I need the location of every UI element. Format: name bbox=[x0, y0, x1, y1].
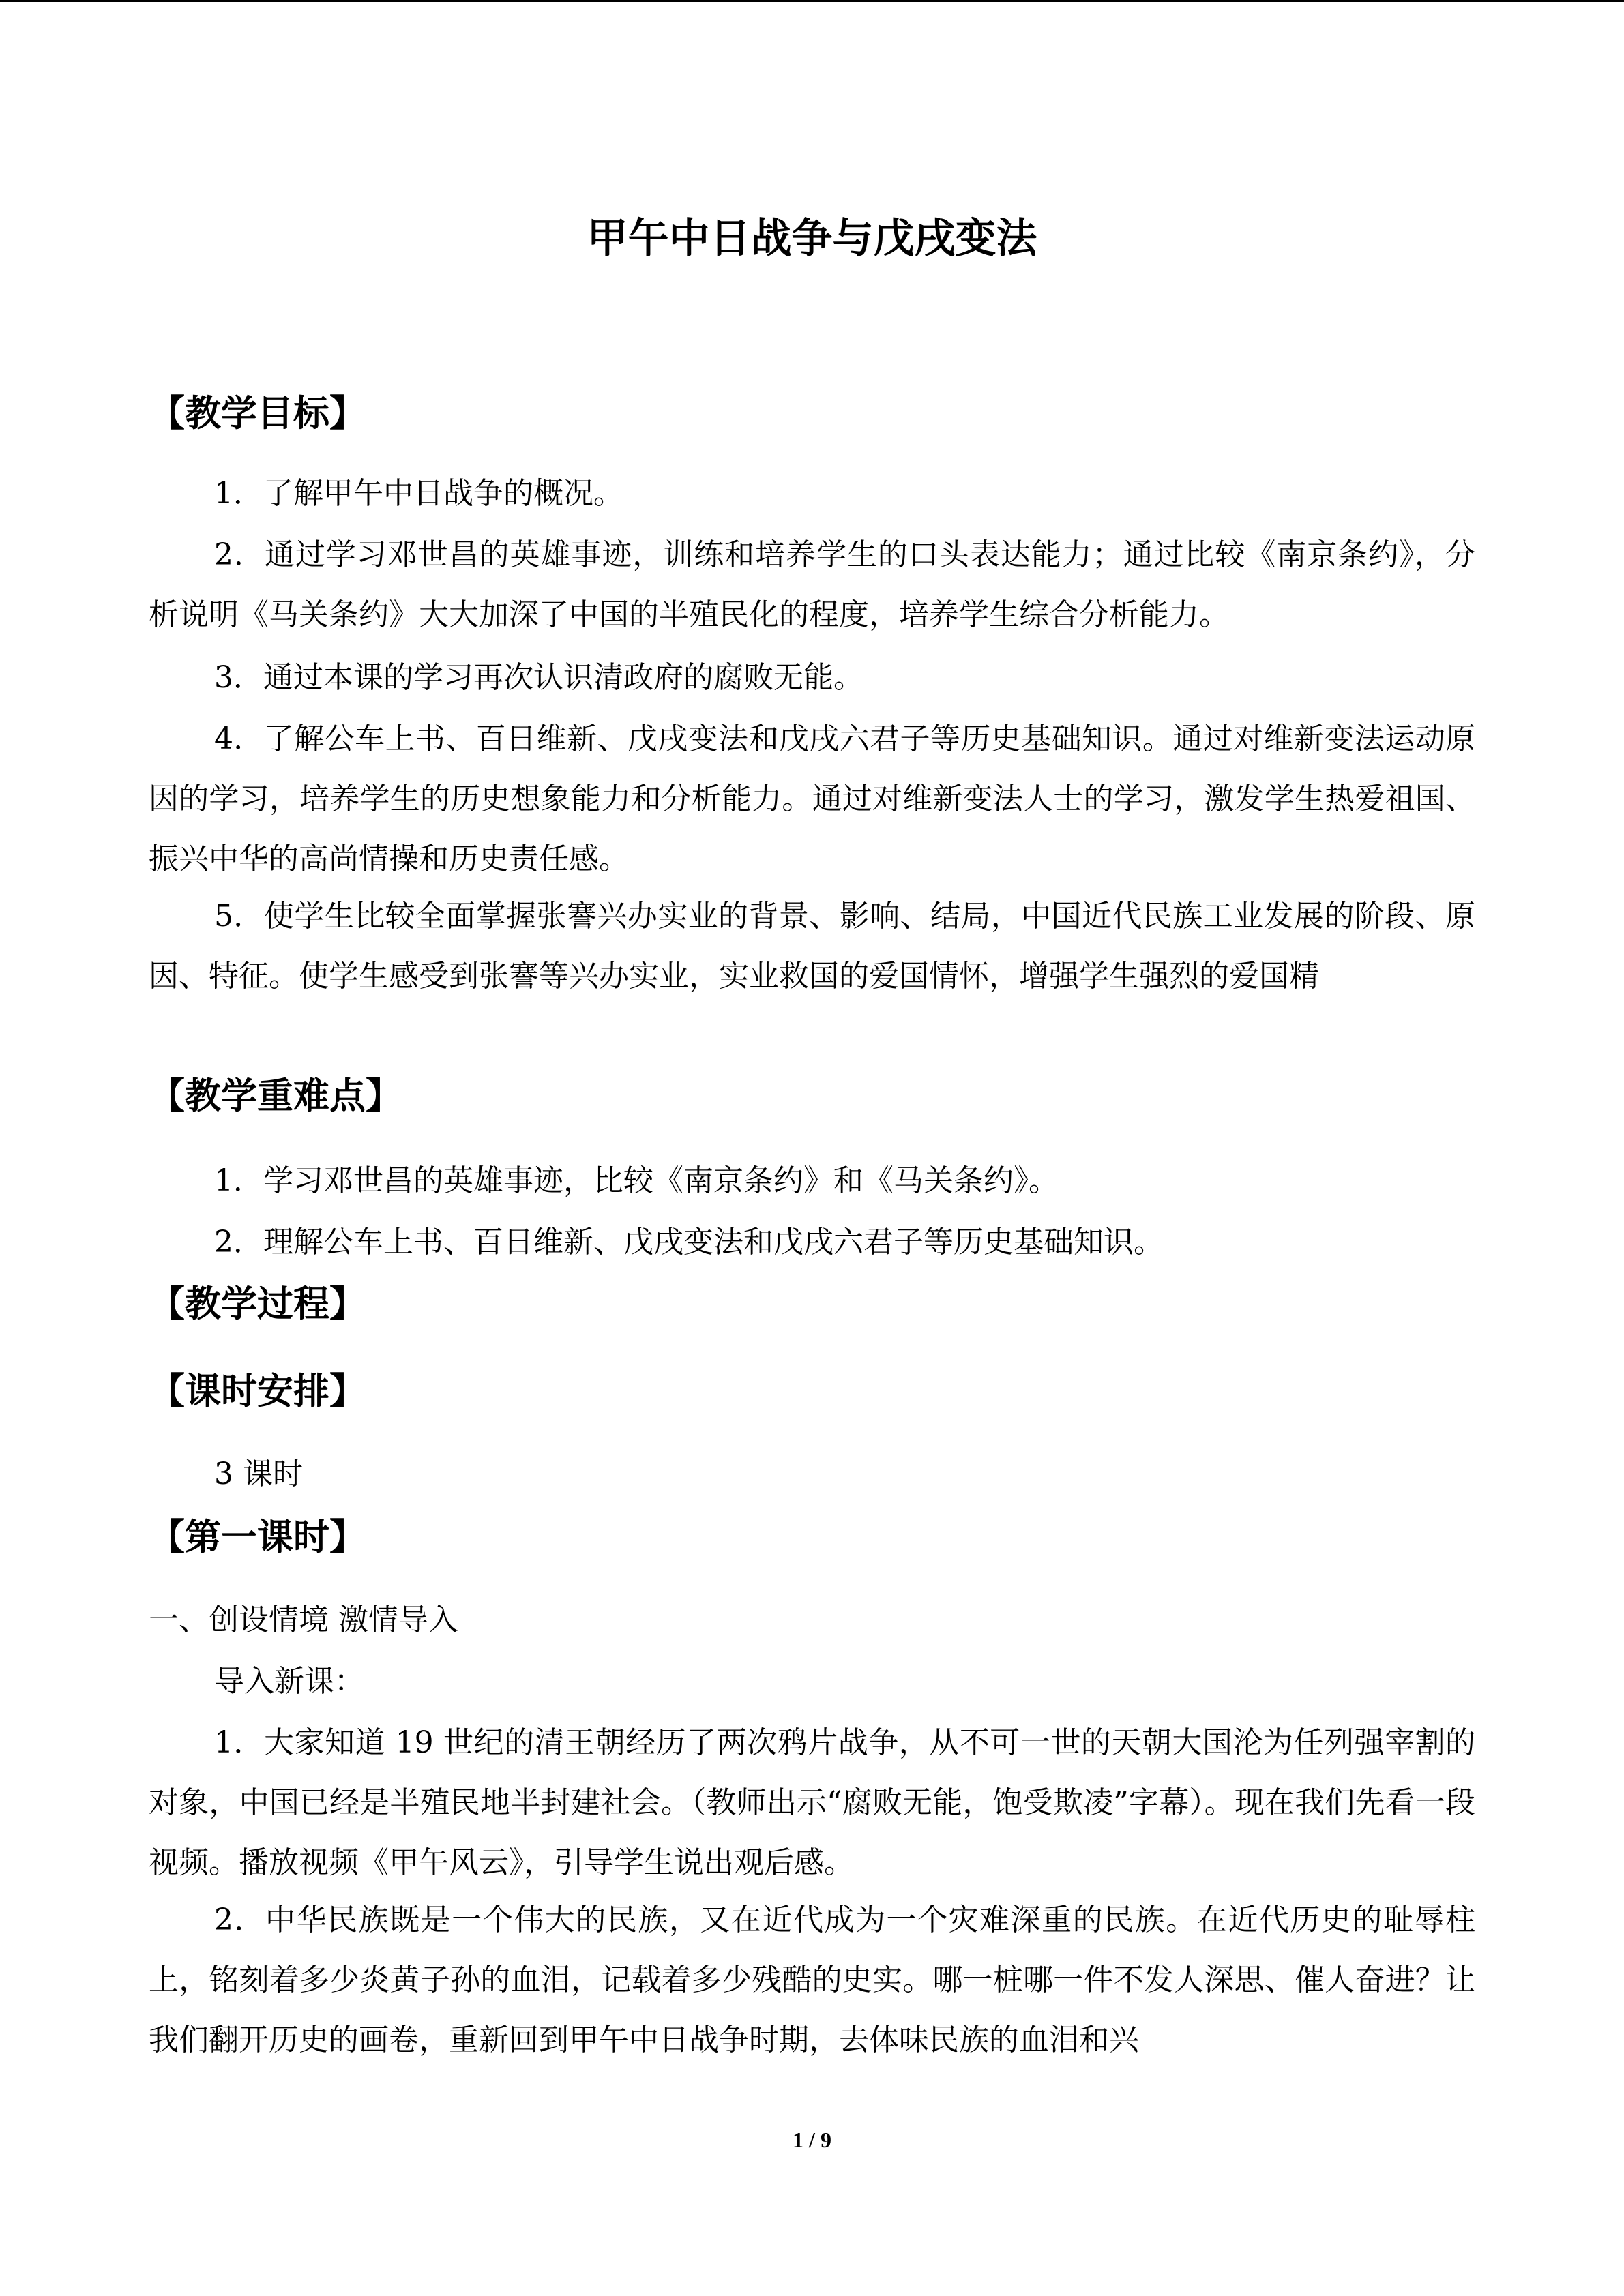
key-point-item-1: 1．学习邓世昌的英雄事迹，比较《南京条约》和《马关条约》。 bbox=[214, 1163, 1059, 1198]
section-title: 一、创设情境 激情导入 bbox=[149, 1602, 458, 1637]
objective-item-4: 4．了解公车上书、百日维新、戊戌变法和戊戌六君子等历史基础知识。通过对维新变法运动原因的学习，培养学生的历史想象能力和分析能力。通过对维新变法人士的学习，激发学生热爱祖国、振兴中华的高尚情操和历史责任感。 bbox=[149, 721, 1475, 876]
objective-item-3: 3．通过本课的学习再次认识清政府的腐败无能。 bbox=[214, 660, 863, 695]
heading-objectives: 【教学目标】 bbox=[149, 393, 366, 434]
heading-first-lesson: 【第一课时】 bbox=[149, 1517, 366, 1558]
intro-label: 导入新课： bbox=[214, 1664, 364, 1699]
key-point-item-2: 2．理解公车上书、百日维新、戊戌变法和戊戌六君子等历史基础知识。 bbox=[214, 1225, 1164, 1259]
heading-key-points: 【教学重难点】 bbox=[149, 1075, 402, 1117]
objective-item-1: 1．了解甲午中日战争的概况。 bbox=[214, 476, 623, 511]
objective-item-5: 5．使学生比较全面掌握张謇兴办实业的背景、影响、结局，中国近代民族工业发展的阶段、原因、特征。使学生感受到张謇等兴办实业，实业救国的爱国情怀，增强学生强烈的爱国精 bbox=[149, 899, 1475, 994]
schedule-text: 3 课时 bbox=[214, 1457, 303, 1491]
heading-schedule: 【课时安排】 bbox=[149, 1371, 366, 1412]
objective-item-2: 2．通过学习邓世昌的英雄事迹，训练和培养学生的口头表达能力；通过比较《南京条约》，分析说明《马关条约》大大加深了中国的半殖民化的程度，培养学生综合分析能力。 bbox=[149, 537, 1475, 632]
document-title: 甲午中日战争与戊戌变法 bbox=[587, 215, 1037, 263]
lesson-paragraph-1: 1．大家知道 19 世纪的清王朝经历了两次鸦片战争，从不可一世的天朝大国沦为任列强宰割的对象，中国已经是半殖民地半封建社会。（教师出示“腐败无能，饱受欺凌”字幕）。现在我们先看一段视频。播放视频《甲午风云》，引导学生说出观后感。 bbox=[149, 1725, 1475, 1880]
top-border-line bbox=[0, 0, 1624, 2]
heading-process: 【教学过程】 bbox=[149, 1283, 366, 1325]
lesson-paragraph-2: 2．中华民族既是一个伟大的民族，又在近代成为一个灾难深重的民族。在近代历史的耻辱柱上，铭刻着多少炎黄子孙的血泪，记载着多少残酷的史实。哪一桩哪一件不发人深思、催人奋进？让我们翻开历史的画卷，重新回到甲午中日战争时期，去体味民族的血泪和兴 bbox=[149, 1903, 1475, 2057]
page-number: 1 / 9 bbox=[793, 2128, 831, 2152]
